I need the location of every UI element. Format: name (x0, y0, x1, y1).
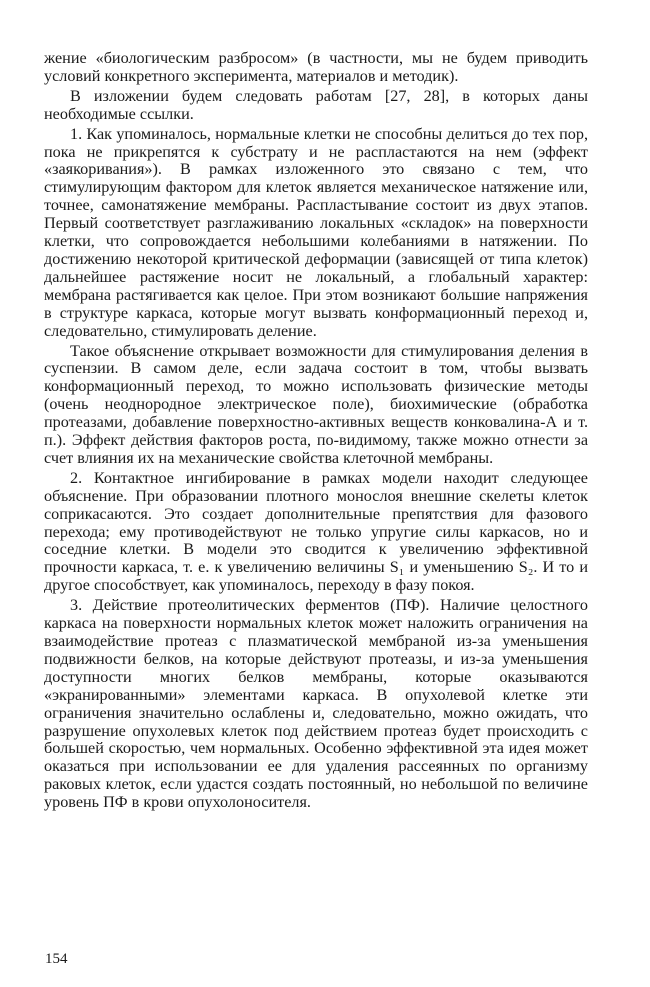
paragraph-references: В изложении будем следовать работам [27, 28], в которых даны необходимые ссылки. (44, 86, 588, 123)
paragraph-item-2: 2. Контактное ингибирование в рамках модели находит следующее объяснение. При образовании плотного монослоя внешние скелеты клеток соприкасаются. Это создает дополнительные препятствия для фазового перехода; ему противодействуют не только упругие силы каркасов, но и соседние клетки. В модели это сводится к увеличению эффективной прочности каркаса, т. е. к увеличению величины S₁ и уменьшению S₂. И то и другое способствует, как упоминалось, переходу в фазу покоя. (44, 468, 588, 595)
page-body (44, 50, 588, 812)
paragraph-suspension: Такое объяснение открывает возможности для стимулирования деления в суспензии. В самом деле, если задача состоит в том, чтобы вызвать конформационный переход, то можно использовать физические методы (очень неоднородное электрическое поле), биохимические (обработка протеазами, добавление поверхностно-активных веществ конковалина-А и т. п.). Эффект действия факторов роста, по-видимому, также можно отнести за счет влияния их на механические свойства клеточной мембраны. (44, 341, 588, 467)
paragraph-continuation: жение «биологическим разбросом» (в частности, мы не будем приводить условий конкретного эксперимента, материалов и методик). (44, 49, 588, 85)
paragraph-item-1: 1. Как упоминалось, нормальные клетки не способны делиться до тех пор, пока не прикрепятся к субстрату и не распластаются на нем (эффект «заякоривания»). В рамках изложенного это связано с тем, что стимулирующим фактором для клеток является механическое натяжение или, точнее, самонатяжение мембраны. Распластывание состоит из двух этапов. Первый соответствует разглаживанию локальных «складок» на поверхности клетки, что сопровождается небольшими колебаниями в натяжении. По достижению некоторой критической деформации (зависящей от типа клеток) дальнейшее растяжение носит не локальный, а глобальный характер: мембрана растягивается как целое. При этом возникают большие напряжения в структуре каркаса, которые могут вызвать конформационный переход и, следовательно, стимулировать деление. (44, 124, 588, 340)
paragraph-item-3: 3. Действие протеолитических ферментов (ПФ). Наличие целостного каркаса на поверхности нормальных клеток может наложить ограничения на взаимодействие протеаз с плазматической мембраной из-за уменьшения подвижности белков, на которые действуют протеазы, и из-за уменьшения доступности многих белков мембраны, которые оказываются «экранированными» элементами каркаса. В опухолевой клетке эти ограничения значительно ослаблены и, следовательно, можно ожидать, что разрушение опухолевых клеток под действием протеаз будет происходить с большей скоростью, чем нормальных. Особенно эффективной эта идея может оказаться при использовании ее для удаления рассеянных по организму раковых клеток, если удастся создать постоянный, но небольшой по величине уровень ПФ в крови опухолоносителя. (44, 596, 588, 812)
page-number: 154 (45, 951, 68, 967)
